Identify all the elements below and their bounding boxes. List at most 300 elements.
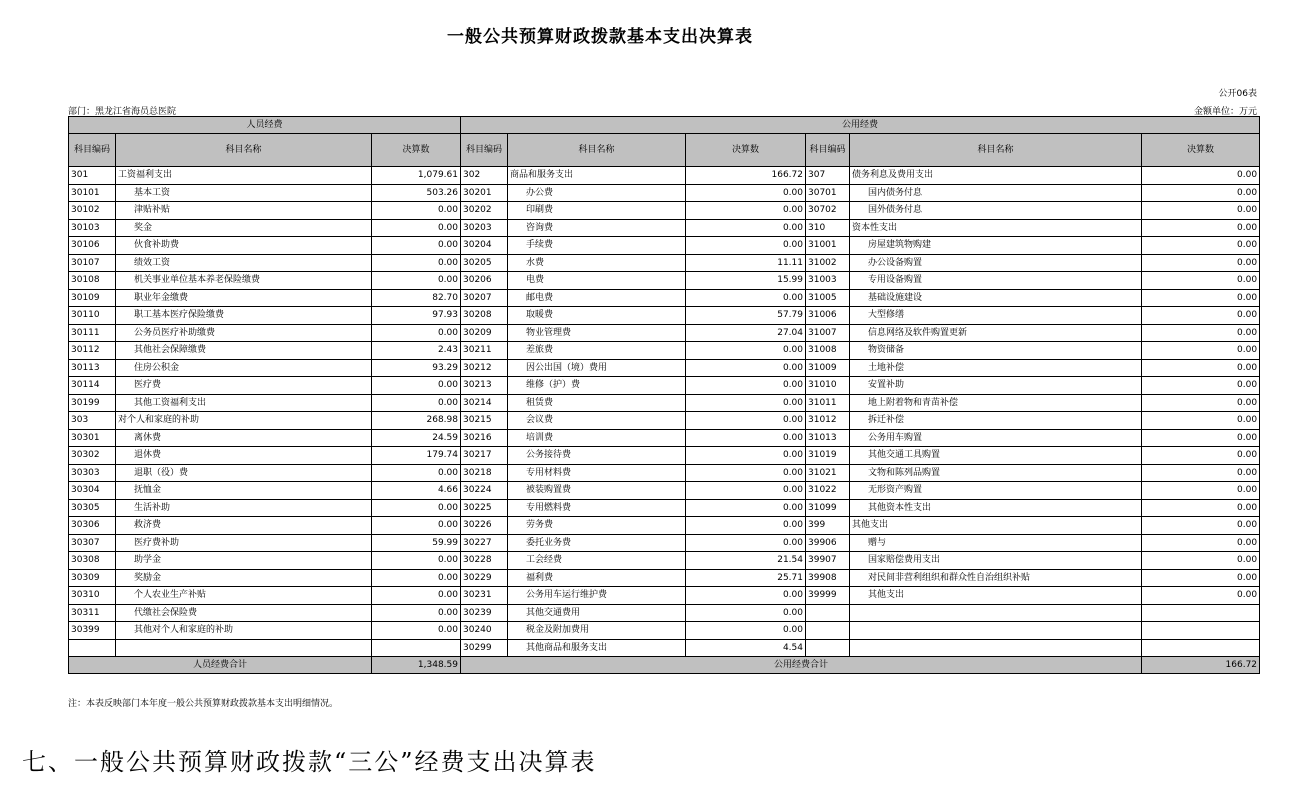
goods-amount-cell: 0.00 [686, 342, 806, 360]
goods-name-cell: 物业管理费 [508, 324, 686, 342]
personnel-amount-cell: 0.00 [372, 569, 461, 587]
capital-code-cell: 31006 [806, 307, 850, 325]
personnel-code-cell: 30199 [69, 394, 116, 412]
goods-code-cell: 30226 [461, 517, 508, 535]
header-code: 科目编码 [69, 134, 116, 167]
personnel-total-label: 人员经费合计 [69, 657, 372, 674]
goods-code-cell: 30212 [461, 359, 508, 377]
personnel-amount-cell: 0.00 [372, 254, 461, 272]
header-name: 科目名称 [116, 134, 372, 167]
capital-amount-cell: 0.00 [1142, 552, 1260, 570]
capital-name-cell: 房屋建筑物购建 [850, 237, 1142, 255]
goods-code-cell: 30205 [461, 254, 508, 272]
personnel-amount-cell: 2.43 [372, 342, 461, 360]
capital-code-cell: 31022 [806, 482, 850, 500]
capital-code-cell [806, 622, 850, 640]
capital-amount-cell: 0.00 [1142, 412, 1260, 430]
goods-code-cell: 30299 [461, 639, 508, 657]
table-row [69, 324, 1260, 342]
header-name: 科目名称 [508, 134, 686, 167]
goods-name-cell: 工会经费 [508, 552, 686, 570]
goods-code-cell: 30213 [461, 377, 508, 395]
goods-name-cell: 办公费 [508, 184, 686, 202]
personnel-name-cell: 对个人和家庭的补助 [116, 412, 372, 430]
goods-amount-cell: 0.00 [686, 604, 806, 622]
table-row [69, 622, 1260, 640]
goods-code-cell: 30240 [461, 622, 508, 640]
personnel-amount-cell: 0.00 [372, 219, 461, 237]
personnel-amount-cell: 1,079.61 [372, 167, 461, 185]
personnel-code-cell: 30101 [69, 184, 116, 202]
goods-name-cell: 商品和服务支出 [508, 167, 686, 185]
personnel-name-cell [116, 639, 372, 657]
goods-name-cell: 电费 [508, 272, 686, 290]
goods-name-cell: 因公出国（境）费用 [508, 359, 686, 377]
goods-amount-cell: 0.00 [686, 359, 806, 377]
personnel-amount-cell: 0.00 [372, 587, 461, 605]
personnel-code-cell: 30113 [69, 359, 116, 377]
capital-name-cell: 赠与 [850, 534, 1142, 552]
table-row [69, 237, 1260, 255]
personnel-code-cell: 30108 [69, 272, 116, 290]
goods-code-cell: 30227 [461, 534, 508, 552]
goods-name-cell: 其他交通费用 [508, 604, 686, 622]
group-public: 公用经费 [461, 117, 1260, 134]
table-row [69, 219, 1260, 237]
capital-amount-cell: 0.00 [1142, 219, 1260, 237]
public-total-label: 公用经费合计 [461, 657, 1142, 674]
capital-code-cell: 30701 [806, 184, 850, 202]
capital-amount-cell: 0.00 [1142, 324, 1260, 342]
goods-name-cell: 其他商品和服务支出 [508, 639, 686, 657]
goods-amount-cell: 0.00 [686, 447, 806, 465]
capital-amount-cell: 0.00 [1142, 534, 1260, 552]
personnel-amount-cell: 93.29 [372, 359, 461, 377]
personnel-amount-cell: 4.66 [372, 482, 461, 500]
personnel-name-cell: 抚恤金 [116, 482, 372, 500]
personnel-name-cell: 机关事业单位基本养老保险缴费 [116, 272, 372, 290]
capital-name-cell: 地上附着物和青苗补偿 [850, 394, 1142, 412]
goods-code-cell: 30209 [461, 324, 508, 342]
capital-amount-cell [1142, 622, 1260, 640]
table-row [69, 359, 1260, 377]
capital-amount-cell: 0.00 [1142, 429, 1260, 447]
goods-code-cell: 30231 [461, 587, 508, 605]
personnel-code-cell: 301 [69, 167, 116, 185]
form-number: 公开06表 [1218, 89, 1257, 99]
personnel-code-cell: 30110 [69, 307, 116, 325]
table-row [69, 412, 1260, 430]
personnel-code-cell: 30111 [69, 324, 116, 342]
personnel-name-cell: 助学金 [116, 552, 372, 570]
capital-name-cell: 其他交通工具购置 [850, 447, 1142, 465]
capital-amount-cell: 0.00 [1142, 587, 1260, 605]
table-row [69, 254, 1260, 272]
capital-amount-cell: 0.00 [1142, 307, 1260, 325]
personnel-code-cell: 30301 [69, 429, 116, 447]
capital-amount-cell: 0.00 [1142, 517, 1260, 535]
capital-amount-cell: 0.00 [1142, 202, 1260, 220]
capital-name-cell: 办公设备购置 [850, 254, 1142, 272]
personnel-code-cell: 303 [69, 412, 116, 430]
goods-amount-cell: 27.04 [686, 324, 806, 342]
capital-amount-cell [1142, 604, 1260, 622]
capital-name-cell: 资本性支出 [850, 219, 1142, 237]
goods-code-cell: 30228 [461, 552, 508, 570]
goods-amount-cell: 0.00 [686, 499, 806, 517]
unit-label: 金额单位：万元 [1193, 107, 1257, 117]
personnel-total-value: 1,348.59 [372, 657, 461, 674]
table-row [69, 499, 1260, 517]
personnel-name-cell: 公务员医疗补助缴费 [116, 324, 372, 342]
capital-name-cell: 对民间非营利组织和群众性自治组织补贴 [850, 569, 1142, 587]
capital-name-cell: 物资储备 [850, 342, 1142, 360]
personnel-name-cell: 退职（役）费 [116, 464, 372, 482]
goods-amount-cell: 25.71 [686, 569, 806, 587]
personnel-code-cell: 30109 [69, 289, 116, 307]
personnel-amount-cell: 503.26 [372, 184, 461, 202]
goods-code-cell: 30239 [461, 604, 508, 622]
goods-amount-cell: 0.00 [686, 289, 806, 307]
personnel-name-cell: 住房公积金 [116, 359, 372, 377]
capital-name-cell [850, 604, 1142, 622]
personnel-code-cell [69, 639, 116, 657]
capital-name-cell: 大型修缮 [850, 307, 1142, 325]
personnel-code-cell: 30309 [69, 569, 116, 587]
capital-code-cell: 310 [806, 219, 850, 237]
goods-amount-cell: 4.54 [686, 639, 806, 657]
goods-code-cell: 30204 [461, 237, 508, 255]
capital-name-cell: 无形资产购置 [850, 482, 1142, 500]
table-row [69, 552, 1260, 570]
capital-amount-cell: 0.00 [1142, 394, 1260, 412]
capital-name-cell: 国家赔偿费用支出 [850, 552, 1142, 570]
header-code: 科目编码 [461, 134, 508, 167]
capital-code-cell: 39999 [806, 587, 850, 605]
report-title: 一般公共预算财政拨款基本支出决算表 [447, 27, 753, 47]
goods-name-cell: 手续费 [508, 237, 686, 255]
personnel-amount-cell: 0.00 [372, 517, 461, 535]
goods-name-cell: 维修（护）费 [508, 377, 686, 395]
table-row [69, 184, 1260, 202]
goods-name-cell: 取暖费 [508, 307, 686, 325]
goods-name-cell: 委托业务费 [508, 534, 686, 552]
goods-amount-cell: 0.00 [686, 464, 806, 482]
capital-name-cell: 专用设备购置 [850, 272, 1142, 290]
personnel-amount-cell: 0.00 [372, 377, 461, 395]
capital-name-cell: 土地补偿 [850, 359, 1142, 377]
capital-name-cell: 债务利息及费用支出 [850, 167, 1142, 185]
capital-amount-cell: 0.00 [1142, 464, 1260, 482]
capital-code-cell [806, 604, 850, 622]
capital-amount-cell: 0.00 [1142, 447, 1260, 465]
capital-name-cell: 文物和陈列品购置 [850, 464, 1142, 482]
personnel-name-cell: 代缴社会保险费 [116, 604, 372, 622]
personnel-amount-cell: 0.00 [372, 324, 461, 342]
header-amount: 决算数 [372, 134, 461, 167]
goods-name-cell: 差旅费 [508, 342, 686, 360]
personnel-amount-cell: 268.98 [372, 412, 461, 430]
personnel-code-cell: 30399 [69, 622, 116, 640]
personnel-amount-cell: 59.99 [372, 534, 461, 552]
personnel-name-cell: 其他工资福利支出 [116, 394, 372, 412]
goods-name-cell: 公务用车运行维护费 [508, 587, 686, 605]
personnel-name-cell: 工资福利支出 [116, 167, 372, 185]
personnel-code-cell: 30311 [69, 604, 116, 622]
capital-code-cell: 31013 [806, 429, 850, 447]
goods-code-cell: 30214 [461, 394, 508, 412]
goods-code-cell: 30202 [461, 202, 508, 220]
table-row [69, 377, 1260, 395]
personnel-name-cell: 奖励金 [116, 569, 372, 587]
personnel-amount-cell: 179.74 [372, 447, 461, 465]
capital-name-cell: 基础设施建设 [850, 289, 1142, 307]
capital-amount-cell: 0.00 [1142, 342, 1260, 360]
personnel-amount-cell: 24.59 [372, 429, 461, 447]
capital-name-cell [850, 622, 1142, 640]
capital-code-cell: 31021 [806, 464, 850, 482]
personnel-amount-cell [372, 639, 461, 657]
goods-code-cell: 30203 [461, 219, 508, 237]
personnel-code-cell: 30305 [69, 499, 116, 517]
goods-code-cell: 30215 [461, 412, 508, 430]
header-code: 科目编码 [806, 134, 850, 167]
personnel-code-cell: 30304 [69, 482, 116, 500]
goods-name-cell: 培训费 [508, 429, 686, 447]
table-row [69, 167, 1260, 185]
personnel-amount-cell: 0.00 [372, 622, 461, 640]
goods-amount-cell: 0.00 [686, 377, 806, 395]
goods-name-cell: 邮电费 [508, 289, 686, 307]
personnel-code-cell: 30102 [69, 202, 116, 220]
personnel-amount-cell: 0.00 [372, 499, 461, 517]
capital-code-cell: 31011 [806, 394, 850, 412]
personnel-code-cell: 30302 [69, 447, 116, 465]
personnel-code-cell: 30114 [69, 377, 116, 395]
capital-name-cell: 拆迁补偿 [850, 412, 1142, 430]
table-row [69, 202, 1260, 220]
capital-name-cell: 国外债务付息 [850, 202, 1142, 220]
capital-code-cell: 39906 [806, 534, 850, 552]
personnel-amount-cell: 0.00 [372, 237, 461, 255]
expenditure-table [68, 116, 1260, 674]
goods-name-cell: 劳务费 [508, 517, 686, 535]
capital-code-cell: 31012 [806, 412, 850, 430]
goods-amount-cell: 0.00 [686, 394, 806, 412]
goods-amount-cell: 0.00 [686, 219, 806, 237]
goods-amount-cell: 0.00 [686, 587, 806, 605]
capital-code-cell: 31003 [806, 272, 850, 290]
capital-amount-cell: 0.00 [1142, 167, 1260, 185]
capital-amount-cell: 0.00 [1142, 272, 1260, 290]
personnel-amount-cell: 0.00 [372, 272, 461, 290]
capital-amount-cell: 0.00 [1142, 237, 1260, 255]
personnel-code-cell: 30103 [69, 219, 116, 237]
personnel-code-cell: 30107 [69, 254, 116, 272]
personnel-code-cell: 30307 [69, 534, 116, 552]
personnel-amount-cell: 82.70 [372, 289, 461, 307]
goods-code-cell: 30207 [461, 289, 508, 307]
goods-code-cell: 30206 [461, 272, 508, 290]
table-row [69, 517, 1260, 535]
table-row [69, 569, 1260, 587]
capital-name-cell: 其他支出 [850, 587, 1142, 605]
capital-amount-cell [1142, 639, 1260, 657]
section-heading: 七、一般公共预算财政拨款“三公”经费支出决算表 [22, 748, 597, 776]
goods-amount-cell: 11.11 [686, 254, 806, 272]
table-row [69, 394, 1260, 412]
personnel-code-cell: 30308 [69, 552, 116, 570]
goods-amount-cell: 0.00 [686, 429, 806, 447]
table-row [69, 482, 1260, 500]
capital-code-cell: 31009 [806, 359, 850, 377]
personnel-amount-cell: 0.00 [372, 394, 461, 412]
goods-code-cell: 30216 [461, 429, 508, 447]
goods-amount-cell: 0.00 [686, 202, 806, 220]
goods-amount-cell: 0.00 [686, 534, 806, 552]
goods-name-cell: 专用燃料费 [508, 499, 686, 517]
capital-name-cell: 其他资本性支出 [850, 499, 1142, 517]
personnel-name-cell: 其他社会保障缴费 [116, 342, 372, 360]
table-row [69, 272, 1260, 290]
capital-code-cell: 30702 [806, 202, 850, 220]
personnel-code-cell: 30303 [69, 464, 116, 482]
goods-name-cell: 租赁费 [508, 394, 686, 412]
goods-amount-cell: 0.00 [686, 517, 806, 535]
capital-code-cell: 399 [806, 517, 850, 535]
goods-name-cell: 会议费 [508, 412, 686, 430]
goods-amount-cell: 15.99 [686, 272, 806, 290]
goods-amount-cell: 21.54 [686, 552, 806, 570]
personnel-code-cell: 30310 [69, 587, 116, 605]
capital-code-cell: 31099 [806, 499, 850, 517]
capital-code-cell: 31019 [806, 447, 850, 465]
capital-amount-cell: 0.00 [1142, 289, 1260, 307]
goods-amount-cell: 0.00 [686, 237, 806, 255]
personnel-name-cell: 职工基本医疗保险缴费 [116, 307, 372, 325]
personnel-name-cell: 离休费 [116, 429, 372, 447]
capital-code-cell: 31007 [806, 324, 850, 342]
goods-name-cell: 税金及附加费用 [508, 622, 686, 640]
personnel-amount-cell: 0.00 [372, 552, 461, 570]
capital-code-cell: 39907 [806, 552, 850, 570]
capital-amount-cell: 0.00 [1142, 499, 1260, 517]
goods-code-cell: 30217 [461, 447, 508, 465]
personnel-name-cell: 职业年金缴费 [116, 289, 372, 307]
personnel-name-cell: 绩效工资 [116, 254, 372, 272]
personnel-name-cell: 救济费 [116, 517, 372, 535]
capital-name-cell [850, 639, 1142, 657]
table-row [69, 604, 1260, 622]
personnel-name-cell: 医疗费 [116, 377, 372, 395]
capital-amount-cell: 0.00 [1142, 254, 1260, 272]
table-row [69, 639, 1260, 657]
table-row [69, 289, 1260, 307]
table-row [69, 307, 1260, 325]
personnel-code-cell: 30306 [69, 517, 116, 535]
personnel-name-cell: 基本工资 [116, 184, 372, 202]
goods-code-cell: 30225 [461, 499, 508, 517]
capital-code-cell [806, 639, 850, 657]
goods-name-cell: 印刷费 [508, 202, 686, 220]
goods-code-cell: 302 [461, 167, 508, 185]
capital-code-cell: 31008 [806, 342, 850, 360]
table-note: 注：本表反映部门本年度一般公共预算财政拨款基本支出明细情况。 [68, 699, 339, 709]
capital-amount-cell: 0.00 [1142, 184, 1260, 202]
personnel-name-cell: 生活补助 [116, 499, 372, 517]
capital-amount-cell: 0.00 [1142, 482, 1260, 500]
personnel-amount-cell: 97.93 [372, 307, 461, 325]
goods-code-cell: 30201 [461, 184, 508, 202]
goods-amount-cell: 0.00 [686, 412, 806, 430]
capital-amount-cell: 0.00 [1142, 569, 1260, 587]
capital-name-cell: 其他支出 [850, 517, 1142, 535]
header-amount: 决算数 [686, 134, 806, 167]
personnel-amount-cell: 0.00 [372, 604, 461, 622]
capital-code-cell: 39908 [806, 569, 850, 587]
department-label: 部门：黑龙江省海员总医院 [68, 107, 177, 117]
capital-name-cell: 国内债务付息 [850, 184, 1142, 202]
capital-code-cell: 307 [806, 167, 850, 185]
goods-amount-cell: 0.00 [686, 622, 806, 640]
table-row [69, 429, 1260, 447]
goods-code-cell: 30218 [461, 464, 508, 482]
capital-name-cell: 信息网络及软件购置更新 [850, 324, 1142, 342]
capital-amount-cell: 0.00 [1142, 377, 1260, 395]
goods-name-cell: 被装购置费 [508, 482, 686, 500]
personnel-amount-cell: 0.00 [372, 464, 461, 482]
goods-name-cell: 专用材料费 [508, 464, 686, 482]
goods-code-cell: 30211 [461, 342, 508, 360]
goods-code-cell: 30208 [461, 307, 508, 325]
table-row [69, 587, 1260, 605]
goods-name-cell: 水费 [508, 254, 686, 272]
personnel-code-cell: 30106 [69, 237, 116, 255]
goods-code-cell: 30224 [461, 482, 508, 500]
table-row [69, 342, 1260, 360]
public-total-value: 166.72 [1142, 657, 1260, 674]
personnel-name-cell: 奖金 [116, 219, 372, 237]
table-row [69, 534, 1260, 552]
capital-code-cell: 31010 [806, 377, 850, 395]
capital-code-cell: 31005 [806, 289, 850, 307]
goods-code-cell: 30229 [461, 569, 508, 587]
goods-amount-cell: 0.00 [686, 482, 806, 500]
capital-code-cell: 31001 [806, 237, 850, 255]
goods-name-cell: 咨询费 [508, 219, 686, 237]
personnel-name-cell: 津贴补贴 [116, 202, 372, 220]
goods-amount-cell: 0.00 [686, 184, 806, 202]
goods-amount-cell: 57.79 [686, 307, 806, 325]
personnel-code-cell: 30112 [69, 342, 116, 360]
capital-code-cell: 31002 [806, 254, 850, 272]
goods-name-cell: 公务接待费 [508, 447, 686, 465]
table-row [69, 447, 1260, 465]
personnel-name-cell: 个人农业生产补贴 [116, 587, 372, 605]
personnel-name-cell: 退休费 [116, 447, 372, 465]
personnel-amount-cell: 0.00 [372, 202, 461, 220]
capital-name-cell: 安置补助 [850, 377, 1142, 395]
header-amount: 决算数 [1142, 134, 1260, 167]
header-name: 科目名称 [850, 134, 1142, 167]
goods-name-cell: 福利费 [508, 569, 686, 587]
capital-name-cell: 公务用车购置 [850, 429, 1142, 447]
group-personnel: 人员经费 [69, 117, 461, 134]
personnel-name-cell: 伙食补助费 [116, 237, 372, 255]
personnel-name-cell: 其他对个人和家庭的补助 [116, 622, 372, 640]
table-row [69, 464, 1260, 482]
goods-amount-cell: 166.72 [686, 167, 806, 185]
